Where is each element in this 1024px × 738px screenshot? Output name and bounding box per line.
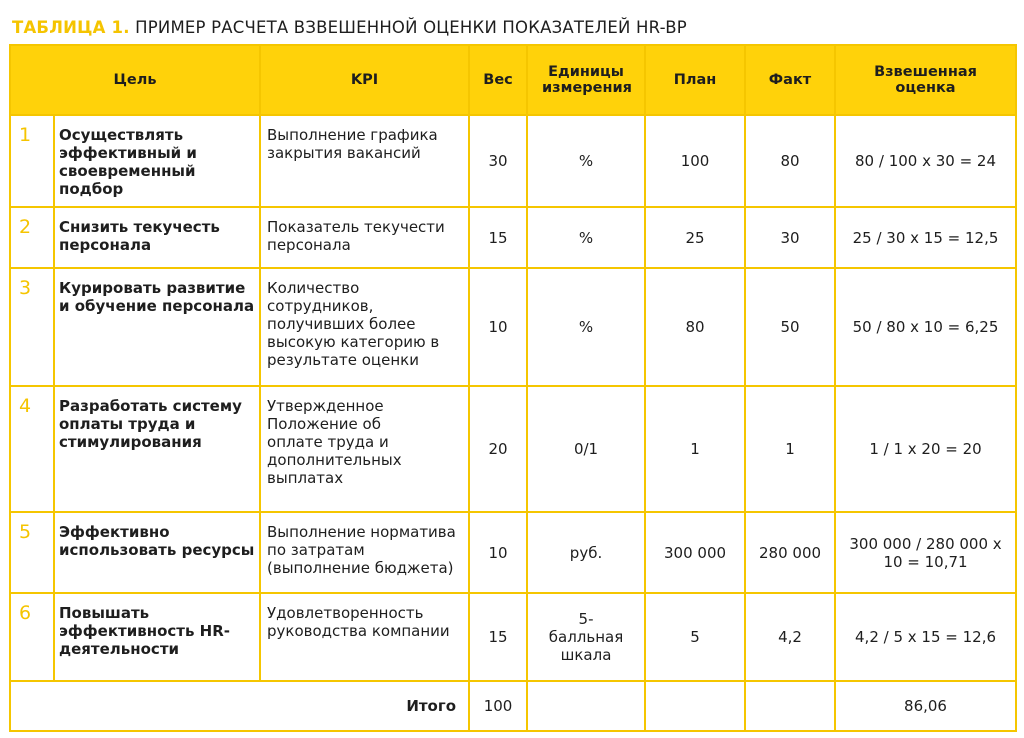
row-fact: 4,2: [745, 593, 835, 681]
total-weight: 100: [469, 681, 527, 731]
row-weight: 30: [469, 115, 527, 207]
row-units: %: [527, 268, 645, 386]
row-number: 5: [10, 512, 54, 593]
row-plan: 300 000: [645, 512, 745, 593]
row-kpi: Утвержденное Положение об оплате труда и дополнительных выплатах: [260, 386, 469, 512]
row-score: 300 000 / 280 000 х 10 = 10,71: [835, 512, 1016, 593]
row-weight: 10: [469, 512, 527, 593]
row-number: 1: [10, 115, 54, 207]
row-plan: 25: [645, 207, 745, 268]
row-units: руб.: [527, 512, 645, 593]
caption-label: ТАБЛИЦА 1.: [12, 18, 130, 37]
header-goal: Цель: [10, 45, 260, 115]
row-goal: Курировать развитие и обучение персонала: [54, 268, 260, 386]
row-goal: Снизить текучесть персонала: [54, 207, 260, 268]
table-caption: [12, 18, 687, 37]
row-units: 0/1: [527, 386, 645, 512]
row-fact: 280 000: [745, 512, 835, 593]
total-empty-cell: [645, 681, 745, 731]
row-plan: 80: [645, 268, 745, 386]
row-kpi: Количество сотрудников, получивших более высокую категорию в результате оценки: [260, 268, 469, 386]
row-goal: Повышать эффективность HR-деятельности: [54, 593, 260, 681]
header-plan: План: [645, 45, 745, 115]
total-empty-cell: [527, 681, 645, 731]
row-score: 4,2 / 5 х 15 = 12,6: [835, 593, 1016, 681]
row-weight: 15: [469, 207, 527, 268]
table-row: [10, 512, 1016, 593]
table-row: [10, 386, 1016, 512]
table-row: [10, 115, 1016, 207]
row-fact: 1: [745, 386, 835, 512]
row-score: 1 / 1 х 20 = 20: [835, 386, 1016, 512]
header-units: Единицы измерения: [527, 45, 645, 115]
row-weight: 20: [469, 386, 527, 512]
row-kpi: Выполнение норматива по затратам (выполнение бюджета): [260, 512, 469, 593]
row-plan: 1: [645, 386, 745, 512]
caption-title: ПРИМЕР РАСЧЕТА ВЗВЕШЕННОЙ ОЦЕНКИ ПОКАЗАТЕЛЕЙ HR-BP: [135, 18, 687, 37]
header-row: [10, 45, 1016, 115]
row-goal: Эффективно использовать ресурсы: [54, 512, 260, 593]
row-goal: Осуществлять эффективный и своевременный подбор: [54, 115, 260, 207]
row-fact: 80: [745, 115, 835, 207]
total-score: 86,06: [835, 681, 1016, 731]
row-number: 3: [10, 268, 54, 386]
table-row: [10, 207, 1016, 268]
row-weight: 10: [469, 268, 527, 386]
row-score: 80 / 100 х 30 = 24: [835, 115, 1016, 207]
row-kpi: Показатель текучести персонала: [260, 207, 469, 268]
row-score: 25 / 30 х 15 = 12,5: [835, 207, 1016, 268]
row-fact: 50: [745, 268, 835, 386]
total-empty-cell: [745, 681, 835, 731]
header-weight: Вес: [469, 45, 527, 115]
total-row: [10, 681, 1016, 731]
row-kpi: Выполнение графика закрытия вакансий: [260, 115, 469, 207]
row-kpi: Удовлетворенность руководства компании: [260, 593, 469, 681]
row-number: 4: [10, 386, 54, 512]
row-fact: 30: [745, 207, 835, 268]
kpi-table: [9, 44, 1017, 732]
header-score: Взвешенная оценка: [835, 45, 1016, 115]
row-number: 2: [10, 207, 54, 268]
header-kpi: KPI: [260, 45, 469, 115]
row-number: 6: [10, 593, 54, 681]
row-units: %: [527, 207, 645, 268]
row-plan: 5: [645, 593, 745, 681]
row-plan: 100: [645, 115, 745, 207]
total-label: Итого: [10, 681, 469, 731]
row-goal: Разработать систему оплаты труда и стимулирования: [54, 386, 260, 512]
table-row: [10, 593, 1016, 681]
row-score: 50 / 80 х 10 = 6,25: [835, 268, 1016, 386]
row-units: 5-балльная шкала: [527, 593, 645, 681]
row-weight: 15: [469, 593, 527, 681]
header-fact: Факт: [745, 45, 835, 115]
table-row: [10, 268, 1016, 386]
row-units: %: [527, 115, 645, 207]
